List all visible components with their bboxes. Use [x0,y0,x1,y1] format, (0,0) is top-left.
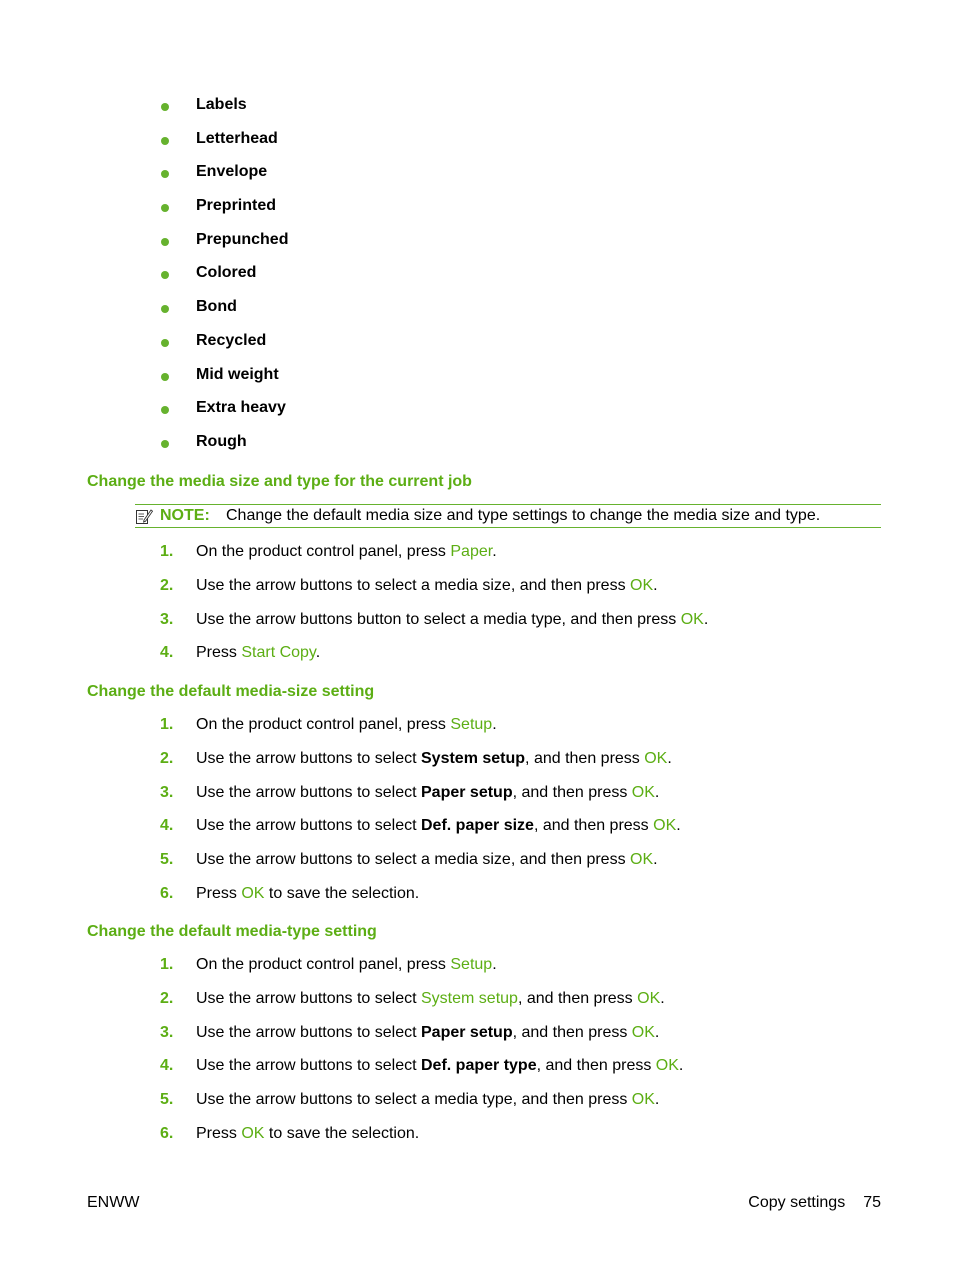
note-label: NOTE: [160,507,210,524]
step-item: 3. Use the arrow buttons button to select a media type, and then press OK. [160,610,709,628]
step-item: 2. Use the arrow buttons to select a media size, and then press OK. [160,576,658,594]
list-item: Rough [0,431,954,465]
steps-media-type [0,954,954,1157]
section-heading-media-type: Change the default media-type setting [87,923,377,940]
ui-term: OK [637,989,661,1007]
media-type-list [0,94,954,465]
step-item: 3. Use the arrow buttons to select Paper setup, and then press OK. [160,1023,660,1041]
bullet-dot-icon [161,271,169,279]
ui-term: OK [653,817,677,835]
bullet-dot-icon [161,103,169,111]
ui-term: OK [241,884,265,902]
ui-term: OK [631,1023,655,1041]
footer-doc-code: ENWW [87,1194,140,1211]
step-item: 1. On the product control panel, press Setup. [160,716,497,733]
step-item: 3. Use the arrow buttons to select Paper setup, and then press OK. [160,783,660,801]
list-item: Recycled [0,330,954,364]
bullet-dot-icon [161,137,169,145]
ui-term: OK [631,1091,655,1109]
list-item: Extra heavy [0,397,954,431]
list-item: Envelope [0,161,954,195]
step-item: 4. Use the arrow buttons to select Def. paper size, and then press OK. [160,817,681,835]
list-item: Bond [0,296,954,330]
step-item: 5. Use the arrow buttons to select a media type, and then press OK. [160,1091,660,1109]
ui-term: OK [655,1057,679,1075]
step-item: 1. On the product control panel, press Paper. [160,543,497,560]
bullet-dot-icon [161,238,169,246]
bullet-dot-icon [161,440,169,448]
steps-media-size [0,714,954,917]
step-item: 4. Press Start Copy. [160,644,321,662]
ui-term: OK [631,783,655,801]
list-item: Mid weight [0,364,954,398]
step-item: 6. Press OK to save the selection. [160,1124,420,1142]
ui-term: OK [630,851,654,869]
bullet-dot-icon [161,373,169,381]
ui-term: OK [644,749,668,767]
note-pencil-icon [135,507,153,525]
step-item: 5. Use the arrow buttons to select a media size, and then press OK. [160,851,658,869]
ui-term: OK [630,576,654,594]
list-item: Labels [0,94,954,128]
note-text: Change the default media size and type settings to change the media size and type. [226,507,821,524]
note-box [135,504,881,528]
list-item: Letterhead [0,128,954,162]
footer-section-title: Copy settings [748,1194,846,1211]
step-item: 2. Use the arrow buttons to select System setup, and then press OK. [160,989,665,1007]
ui-term: System setup [421,989,518,1007]
steps-current-job [0,541,954,676]
list-item: Colored [0,262,954,296]
section-heading-media-size: Change the default media-size setting [87,683,375,700]
bullet-dot-icon [161,339,169,347]
step-item: 2. Use the arrow buttons to select System setup, and then press OK. [160,749,672,767]
bullet-dot-icon [161,204,169,212]
list-item: Prepunched [0,229,954,263]
ui-term: Paper [450,543,493,560]
ui-term: Setup [450,956,493,973]
bullet-dot-icon [161,305,169,313]
step-item: 6. Press OK to save the selection. [160,884,420,902]
ui-term: Start Copy [241,644,316,662]
section-heading-current-job: Change the media size and type for the current job [87,473,472,490]
ui-term: OK [680,610,704,628]
bullet-dot-icon [161,170,169,178]
step-item: 4. Use the arrow buttons to select Def. paper type, and then press OK. [160,1057,684,1075]
bullet-dot-icon [161,406,169,414]
footer-page-info [748,1192,881,1214]
list-item: Preprinted [0,195,954,229]
ui-term: OK [241,1124,265,1142]
step-item: 1. On the product control panel, press Setup. [160,956,497,973]
ui-term: Setup [450,716,493,733]
page-number: 75 [863,1194,881,1211]
